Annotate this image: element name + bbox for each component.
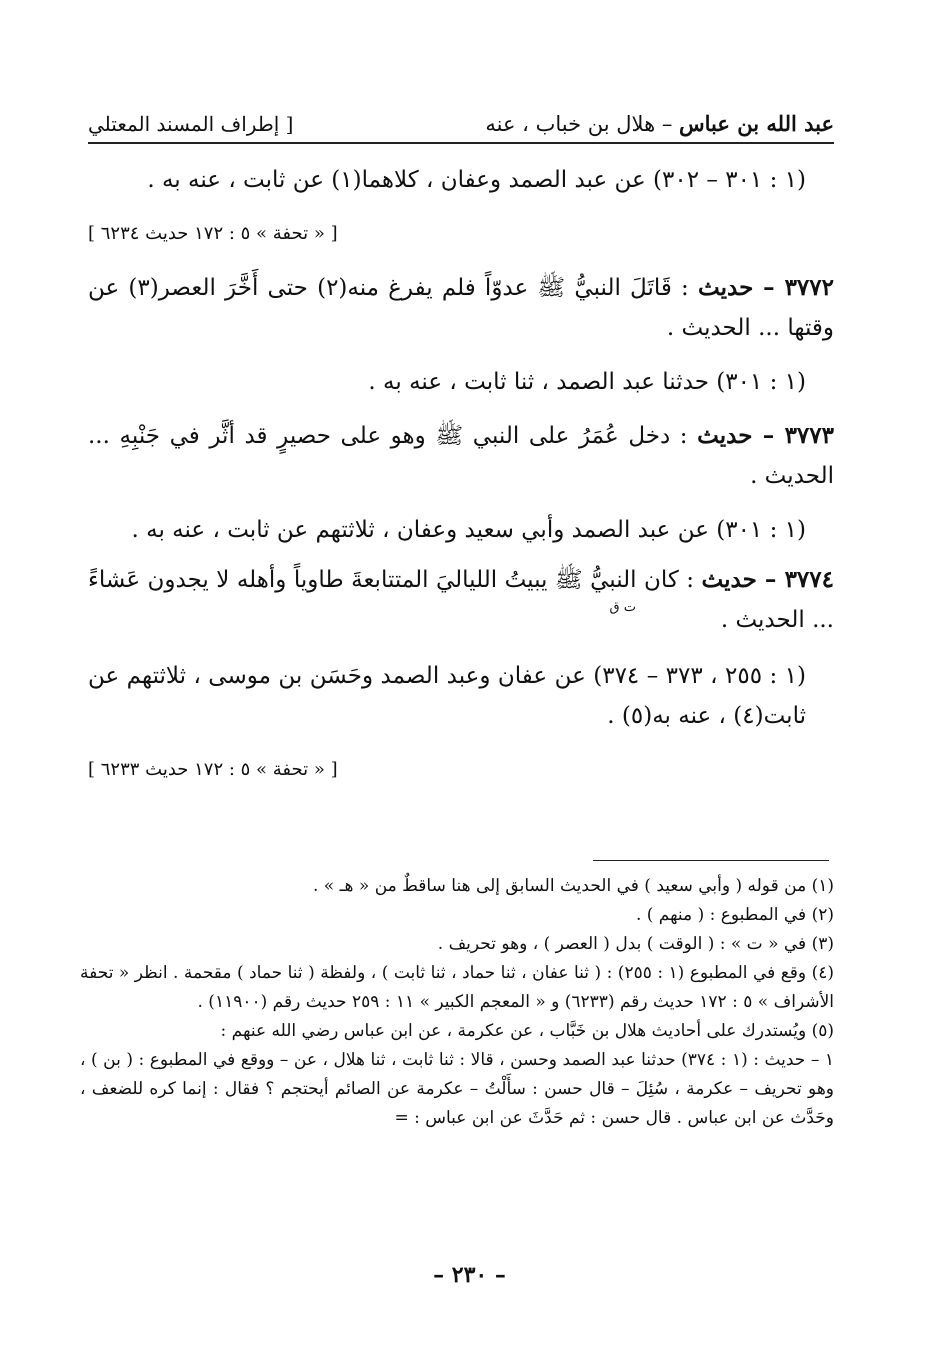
footnote-5-head: (٥) ويُستدرك على أحاديث هلال بن خَبَّاب ، عن عكرمة ، عن ابن عباس رضي الله عنهم : — [220, 1021, 834, 1041]
source-line: (١ : ٢٥٥ ، ٣٧٣ – ٣٧٤) عن عفان وعبد الصمد وحَسَن بن موسى ، ثلاثتهم عن ثابت(٤) ، عنه به(٥) . — [88, 663, 806, 729]
hadith-entry — [88, 268, 834, 348]
footnote-2: (٢) في المطبوع : ( منهم ) . — [635, 905, 834, 925]
hadith-number: ٣٧٧٢ – حديث — [698, 274, 834, 301]
source-line: (١ : ٣٠١ – ٣٠٢) عن عبد الصمد وعفان ، كلاهما(١) عن ثابت ، عنه به . — [147, 167, 806, 193]
header-book-title: [ إطراف المسند المعتلي — [88, 112, 294, 136]
footnote-separator — [593, 860, 829, 861]
tuhfa-reference: [ « تحفة » ٥ : ١٧٢ حديث ٦٢٣٣ ] — [88, 759, 338, 780]
running-header — [88, 108, 834, 144]
footnote-5-body: ١ – حديث : (١ : ٣٧٤) حدثنا عبد الصمد وحسن ، قالا : ثنا ثابت ، ثنا هلال ، عن – ووقع في المطبوع : ( بن ) ، وهو تحريف – عكرمة ، سُئِلَ – قال حسن : سأَلْتُ – عكرمة عن الصائم أيحتجم ؟ فقال : إنما كره للضعف ، وحَدَّث عن ابن عباس . قال حسن : ثم حَدَّثَ عن ابن عباس : = — [80, 1050, 834, 1128]
footnotes — [80, 872, 834, 1133]
hadith-number: ٣٧٧٤ – حديث — [701, 566, 834, 593]
footnote-1: (١) من قوله ( وأبي سعيد ) في الحديث السابق إلى هنا ساقطٌ من « هـ » . — [312, 876, 834, 896]
header-chapter-rest: – هلال بن خباب ، عنه — [485, 112, 679, 136]
hadith-text: : كان النبيُّ ﷺ يبيتُ اللياليَ المتتابعةَ طاوياً وأهله لا يجدون عَشاءً ... الحديث . — [88, 567, 834, 633]
hadith-text: : دخل عُمَرُ على النبي ﷺ وهو على حصيرٍ قد أثَّر في جَنْبِهِ ... الحديث . — [88, 423, 834, 489]
source-line: (١ : ٣٠١) عن عبد الصمد وأبي سعيد وعفان ، ثلاثتهم عن ثابت ، عنه به . — [131, 517, 806, 543]
source-line: (١ : ٣٠١) حدثنا عبد الصمد ، ثنا ثابت ، عنه به . — [368, 369, 806, 395]
footnote-3: (٣) في « ت » : ( الوقت ) بدل ( العصر ) ، وهو تحريف . — [437, 934, 834, 954]
header-chapter-name: عبد الله بن عباس — [679, 111, 834, 136]
hadith-entry — [88, 416, 834, 496]
hadith-text: : قَاتَلَ النبيُّ ﷺ عدوّاً فلم يفرغ منه(٢) حتى أَخَّرَ العصر(٣) عن وقتها ... الحديث . — [88, 275, 834, 341]
main-text — [88, 160, 834, 790]
footnote-4: (٤) وقع في المطبوع (١ : ٢٥٥) : ( ثنا عفان ، ثنا حماد ، ثنا ثابت ) ، ولفظة ( ثنا حماد ) مقحمة . انظر « تحفة الأشراف » ٥ : ١٧٢ حديث رقم (٦٢٣٣) و « المعجم الكبير » ١١ : ٢٥٩ حديث رقم (١١٩٠٠) . — [80, 963, 834, 1012]
hadith-entry — [88, 560, 834, 640]
hadith-marker: ت ق — [609, 600, 636, 615]
page-number: – ٢٣٠ – — [433, 1262, 506, 1288]
header-chapter-title — [485, 111, 834, 136]
tuhfa-reference: [ « تحفة » ٥ : ١٧٢ حديث ٦٢٣٤ ] — [88, 223, 338, 244]
hadith-number: ٣٧٧٣ – حديث — [697, 422, 834, 449]
